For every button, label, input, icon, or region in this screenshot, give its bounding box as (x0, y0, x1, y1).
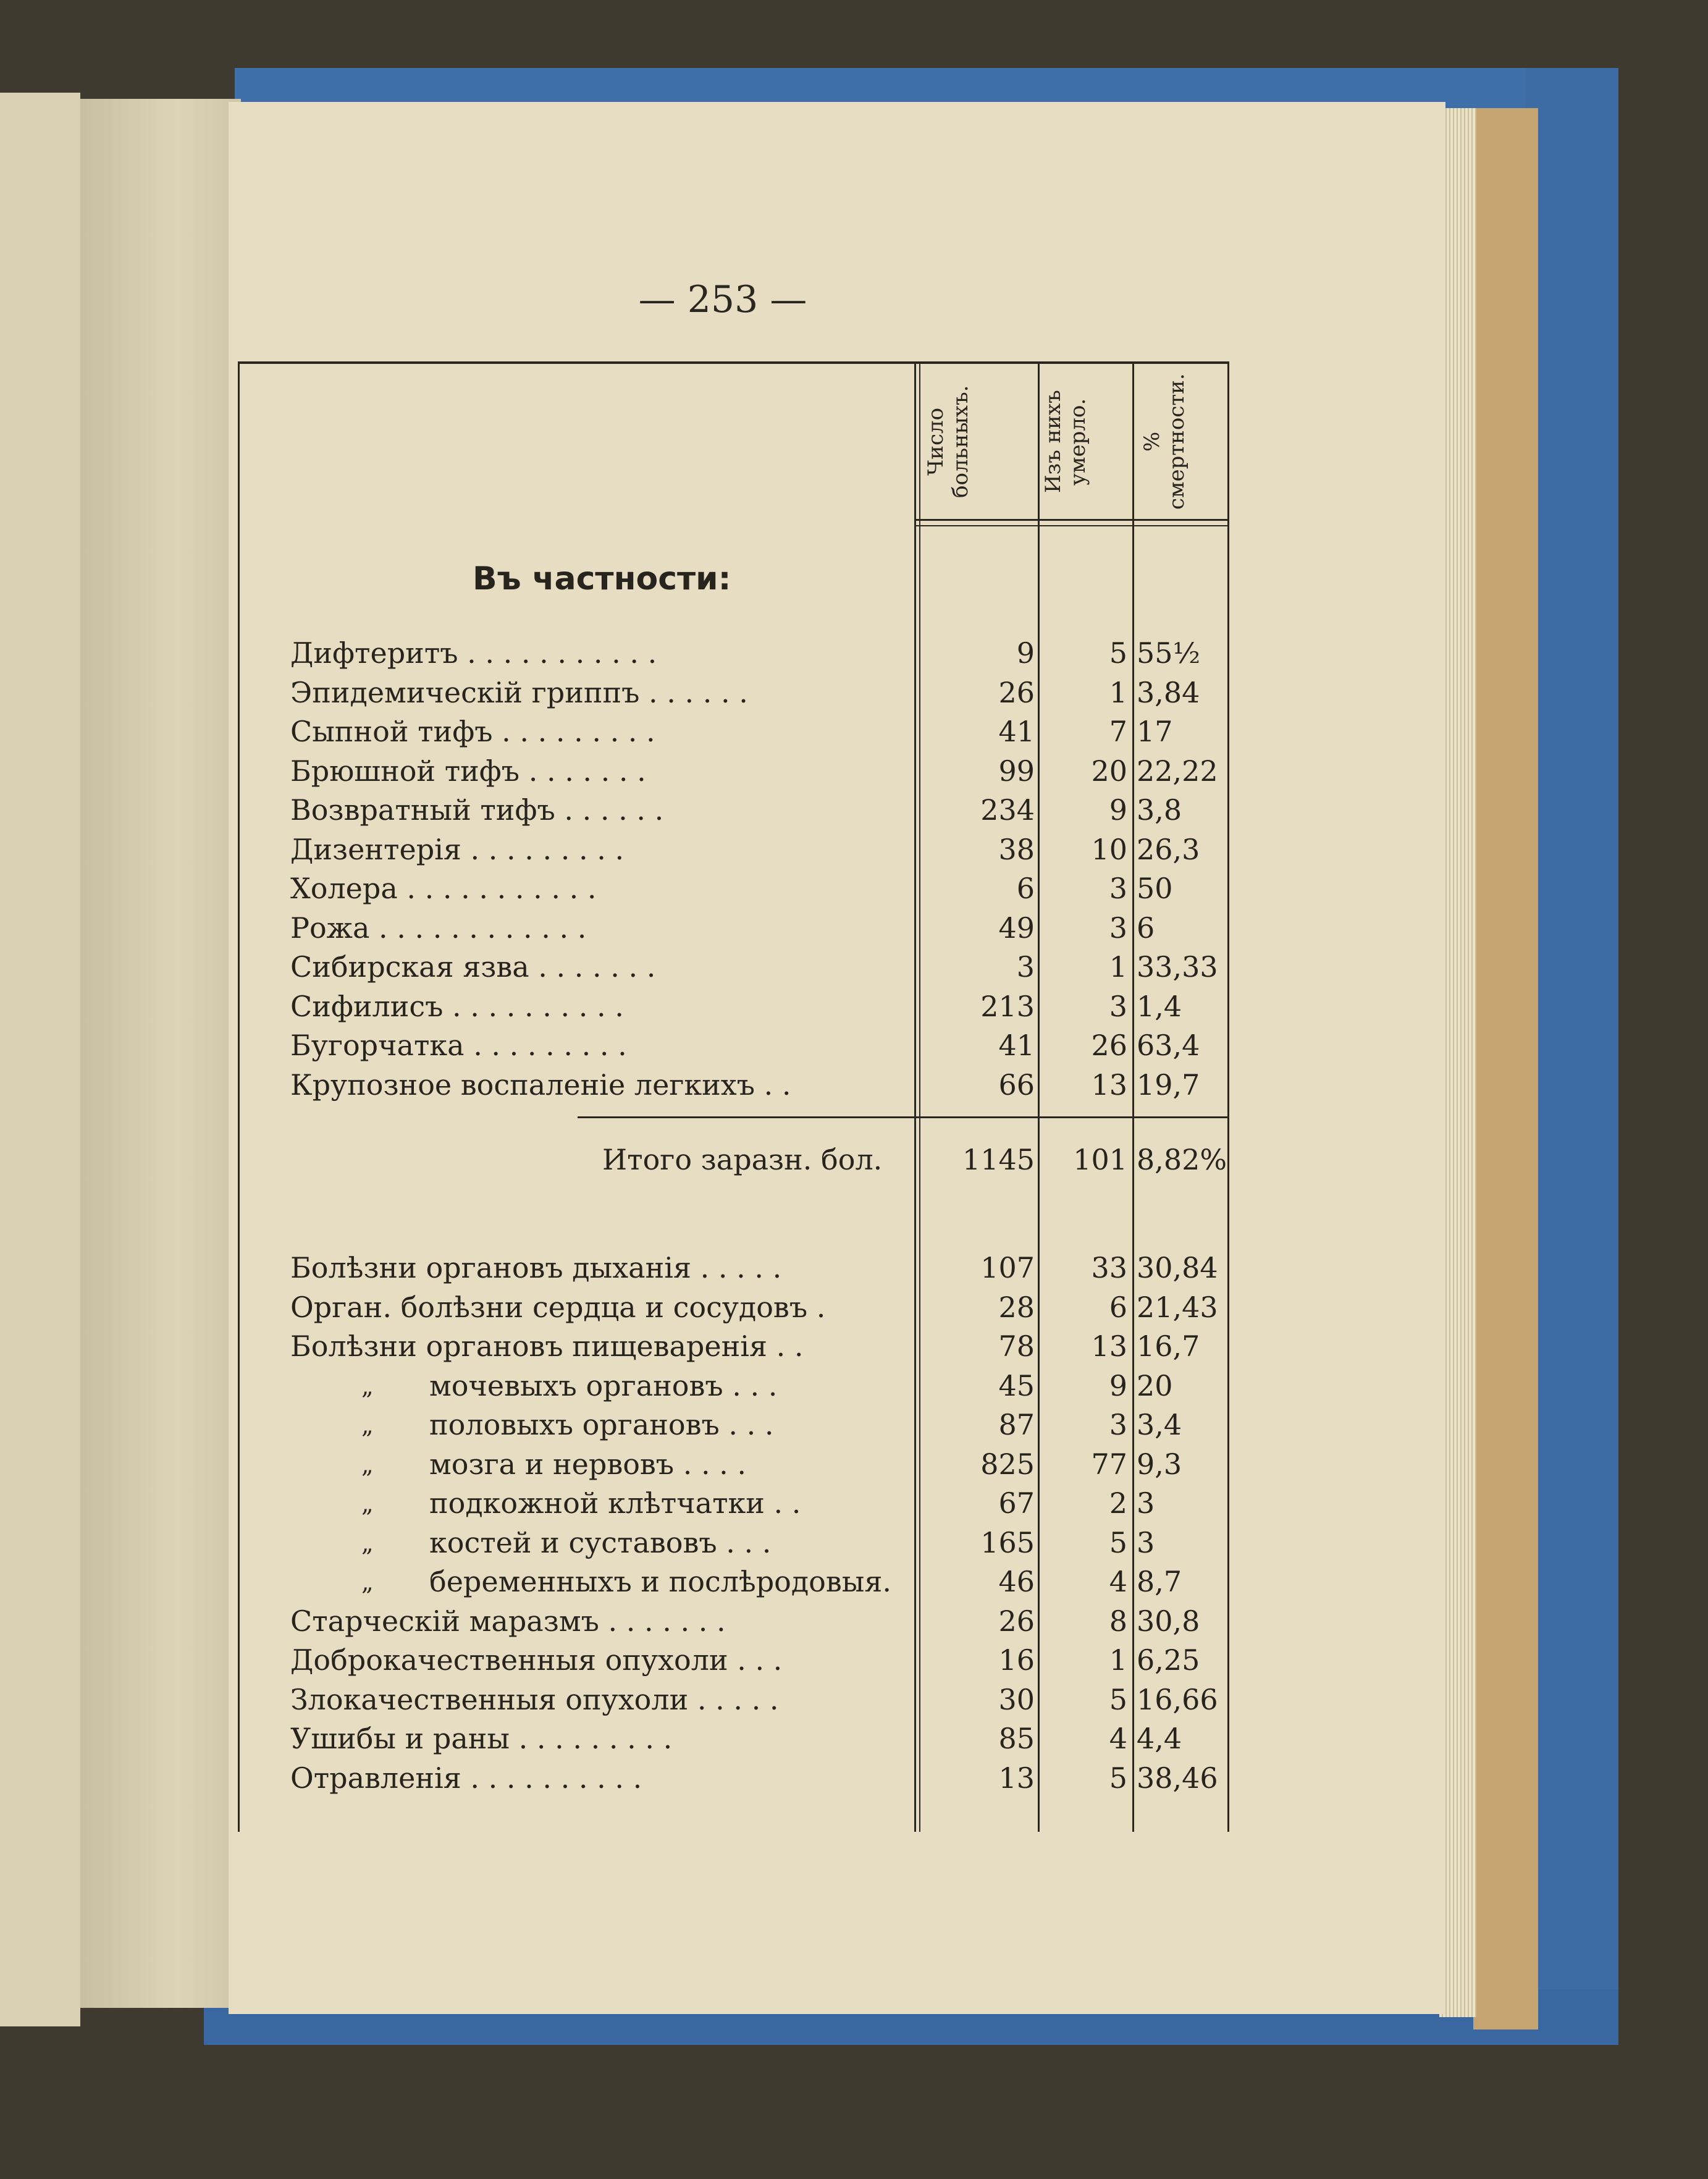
disease-name: мозга и нервовъ . . . . (429, 1447, 747, 1481)
mortality-percent: 3,84 (1137, 675, 1200, 709)
table-row (238, 1526, 1229, 1566)
disease-name: Сифилисъ . . . . . . . . . . (290, 989, 624, 1023)
mortality-percent: 30,84 (1137, 1251, 1218, 1284)
patient-count: 66 (998, 1068, 1035, 1102)
patient-count: 87 (998, 1408, 1035, 1441)
table-row (238, 793, 1229, 833)
disease-name: Крупозное воспаленіе легкихъ . . (290, 1068, 791, 1102)
section-title: Въ частности: (473, 560, 731, 597)
patient-count: 38 (998, 832, 1035, 866)
table-row (238, 1565, 1229, 1604)
ditto-mark: „ (361, 1451, 374, 1478)
mortality-percent: 16,66 (1137, 1682, 1218, 1716)
mortality-percent: 6,25 (1137, 1643, 1200, 1677)
mortality-percent: 8,7 (1137, 1565, 1182, 1598)
disease-name: половыхъ органовъ . . . (429, 1408, 774, 1441)
patient-count: 9 (1016, 636, 1035, 670)
patient-count: 49 (998, 911, 1035, 945)
death-count: 10 (1091, 832, 1127, 866)
table-row (238, 1448, 1229, 1487)
table-row (238, 1604, 1229, 1644)
mortality-percent: 4,4 (1137, 1722, 1182, 1755)
mortality-percent: 50 (1137, 872, 1173, 905)
patient-count: 26 (998, 675, 1035, 709)
death-count: 8 (1109, 1604, 1127, 1638)
total-row (238, 1143, 1229, 1186)
patient-count: 45 (998, 1368, 1035, 1402)
disease-name: подкожной клѣтчатки . . (429, 1486, 801, 1520)
patient-count: 165 (980, 1525, 1035, 1559)
death-count: 6 (1109, 1290, 1127, 1324)
patient-count: 3 (1016, 950, 1035, 984)
mortality-percent: 55½ (1137, 636, 1201, 670)
death-count: 9 (1109, 793, 1127, 827)
patient-count: 78 (998, 1330, 1035, 1363)
table-row (238, 1408, 1229, 1448)
patient-count: 41 (998, 1029, 1035, 1062)
disease-name: Болѣзни органовъ дыханія . . . . . (290, 1251, 782, 1284)
death-count: 3 (1109, 989, 1127, 1023)
disease-name: Дифтеритъ . . . . . . . . . . . (290, 636, 657, 670)
table-row (238, 1251, 1229, 1291)
ditto-mark: „ (361, 1490, 374, 1517)
patient-count: 99 (998, 754, 1035, 788)
mortality-percent: 16,7 (1137, 1330, 1200, 1363)
mortality-percent: 17 (1137, 715, 1173, 748)
death-count: 26 (1091, 1029, 1127, 1062)
disease-name: Ушибы и раны . . . . . . . . . (290, 1722, 673, 1755)
mortality-percent: 30,8 (1137, 1604, 1200, 1638)
header-count: Число больныхъ. (923, 385, 973, 499)
total-percent: 8,82% (1137, 1143, 1227, 1176)
mortality-percent: 6 (1137, 911, 1155, 945)
disease-name: Болѣзни органовъ пищеваренія . . (290, 1330, 804, 1363)
left-page-edge (0, 93, 80, 2026)
death-count: 1 (1109, 1643, 1127, 1677)
page-block-edge (1473, 108, 1538, 2029)
mortality-percent: 3,8 (1137, 793, 1182, 827)
death-count: 13 (1091, 1330, 1127, 1363)
disease-name: Брюшной тифъ . . . . . . . (290, 754, 646, 788)
ditto-mark: „ (361, 1412, 374, 1439)
patient-count: 213 (980, 989, 1035, 1023)
mortality-table (238, 361, 1229, 1832)
mortality-percent: 21,43 (1137, 1290, 1218, 1324)
disease-name: Старческій маразмъ . . . . . . . (290, 1604, 726, 1638)
patient-count: 107 (980, 1251, 1035, 1284)
patient-count: 26 (998, 1604, 1035, 1638)
mortality-percent: 33,33 (1137, 950, 1218, 984)
death-count: 2 (1109, 1486, 1127, 1520)
disease-name: Дизентерія . . . . . . . . . (290, 832, 625, 866)
table-row (238, 676, 1229, 715)
ditto-mark: „ (361, 1372, 374, 1400)
death-count: 77 (1091, 1447, 1127, 1481)
table-row (238, 911, 1229, 951)
death-count: 9 (1109, 1368, 1127, 1402)
patient-count: 6 (1016, 872, 1035, 905)
disease-name: беременныхъ и послѣродовыя. (429, 1565, 892, 1598)
table-row (238, 1761, 1229, 1801)
disease-name: мочевыхъ органовъ . . . (429, 1368, 778, 1402)
table-row (238, 872, 1229, 911)
table-top-rule (238, 361, 1229, 364)
death-count: 5 (1109, 636, 1127, 670)
disease-name: Злокачественныя опухоли . . . . . (290, 1682, 779, 1716)
death-count: 5 (1109, 1761, 1127, 1795)
disease-name: Бугорчатка . . . . . . . . . (290, 1029, 627, 1062)
patient-count: 16 (998, 1643, 1035, 1677)
mortality-percent: 3,4 (1137, 1408, 1182, 1441)
death-count: 20 (1091, 754, 1127, 788)
table-row (238, 754, 1229, 794)
ditto-mark: „ (361, 1569, 374, 1596)
patient-count: 825 (980, 1447, 1035, 1481)
mortality-percent: 38,46 (1137, 1761, 1218, 1795)
death-count: 1 (1109, 950, 1127, 984)
total-count: 1145 (962, 1143, 1035, 1176)
mortality-percent: 20 (1137, 1368, 1173, 1402)
ditto-mark: „ (361, 1529, 374, 1557)
table-row (238, 1330, 1229, 1369)
table-row (238, 833, 1229, 872)
total-died: 101 (1073, 1143, 1127, 1176)
disease-name: Холера . . . . . . . . . . . (290, 872, 597, 905)
disease-name: Отравленія . . . . . . . . . . (290, 1761, 642, 1795)
death-count: 13 (1091, 1068, 1127, 1102)
disease-name: костей и суставовъ . . . (429, 1525, 772, 1559)
death-count: 4 (1109, 1722, 1127, 1755)
book-cover-right (1526, 68, 1618, 2033)
mortality-percent: 1,4 (1137, 989, 1182, 1023)
table-row (238, 636, 1229, 676)
death-count: 3 (1109, 911, 1127, 945)
patient-count: 46 (998, 1565, 1035, 1598)
patient-count: 41 (998, 715, 1035, 748)
disease-name: Доброкачественныя опухоли . . . (290, 1643, 783, 1677)
table-row (238, 1369, 1229, 1409)
disease-name: Возвратный тифъ . . . . . . (290, 793, 664, 827)
mortality-percent: 22,22 (1137, 754, 1218, 788)
disease-name: Эпидемическій гриппъ . . . . . . (290, 675, 748, 709)
patient-count: 28 (998, 1290, 1035, 1324)
table-row (238, 1291, 1229, 1330)
table-row (238, 1643, 1229, 1683)
death-count: 7 (1109, 715, 1127, 748)
patient-count: 85 (998, 1722, 1035, 1755)
death-count: 3 (1109, 872, 1127, 905)
table-row (238, 715, 1229, 754)
header-rule-b (914, 525, 1229, 526)
disease-name: Орган. болѣзни сердца и сосудовъ . (290, 1290, 826, 1324)
table-row (238, 1029, 1229, 1068)
table-row (238, 990, 1229, 1029)
table-row (238, 1068, 1229, 1108)
mortality-percent: 63,4 (1137, 1029, 1200, 1062)
table-row (238, 950, 1229, 990)
table-row (238, 1722, 1229, 1761)
death-count: 4 (1109, 1565, 1127, 1598)
patient-count: 13 (998, 1761, 1035, 1795)
total-rule (578, 1116, 1229, 1118)
header-percent: % смертности. (1140, 373, 1189, 510)
mortality-percent: 3 (1137, 1525, 1155, 1559)
header-died: Изъ нихъ умерло. (1041, 390, 1090, 494)
total-label: Итого заразн. бол. (602, 1143, 883, 1176)
mortality-percent: 26,3 (1137, 832, 1200, 866)
patient-count: 30 (998, 1682, 1035, 1716)
mortality-percent: 3 (1137, 1486, 1155, 1520)
page-number: — 253 — (638, 278, 807, 321)
death-count: 3 (1109, 1408, 1127, 1441)
table-row (238, 1683, 1229, 1722)
disease-name: Рожа . . . . . . . . . . . . (290, 911, 587, 945)
left-page-fold (80, 99, 241, 2008)
death-count: 33 (1091, 1251, 1127, 1284)
table-row (238, 1486, 1229, 1526)
death-count: 5 (1109, 1525, 1127, 1559)
patient-count: 67 (998, 1486, 1035, 1520)
death-count: 1 (1109, 675, 1127, 709)
mortality-percent: 19,7 (1137, 1068, 1200, 1102)
patient-count: 234 (980, 793, 1035, 827)
header-rule (914, 519, 1229, 521)
disease-name: Сыпной тифъ . . . . . . . . . (290, 715, 655, 748)
death-count: 5 (1109, 1682, 1127, 1716)
mortality-percent: 9,3 (1137, 1447, 1182, 1481)
disease-name: Сибирская язва . . . . . . . (290, 950, 656, 984)
